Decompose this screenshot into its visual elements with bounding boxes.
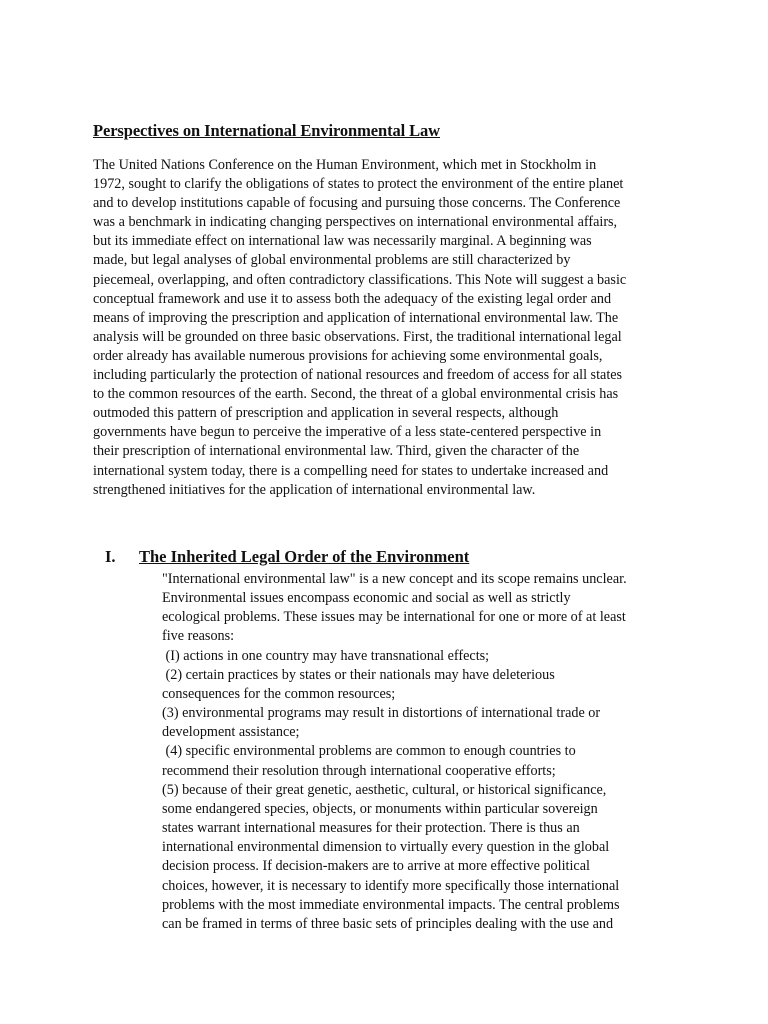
text-line: problems with the most immediate environmental impacts. The central problems [162,896,620,913]
text-line: choices, however, it is necessary to identify more specifically those international [162,877,620,894]
section-heading [105,547,469,567]
text-line: conceptual framework and use it to assess both the adequacy of the existing legal order and [93,290,612,307]
list-item: (4) specific environmental problems are common to enough countries to [162,743,576,760]
text-line: can be framed in terms of three basic sets of principles dealing with the use and [162,915,614,932]
text-line: some endangered species, objects, or monuments within particular sovereign [162,800,598,817]
text-line: governments have begun to perceive the imperative of a less state-centered perspective in [93,424,602,441]
text-line: decision process. If decision-makers are to arrive at more effective political [162,858,590,875]
text-line: to the common resources of the earth. Second, the threat of a global environmental crisis has [93,386,619,403]
text-line: strengthened initiatives for the application of international environmental law. [93,481,536,498]
list-item: (I) actions in one country may have transnational effects; [162,647,490,664]
text-line: consequences for the common resources; [162,685,396,702]
text-line: states warrant international measures for their protection. There is thus an [162,820,580,837]
list-item: (2) certain practices by states or their nationals may have deleterious [162,666,555,683]
intro-paragraph [93,156,683,500]
text-line: international system today, there is a compelling need for states to undertake increased and [93,462,609,479]
text-line: five reasons: [162,628,235,645]
text-line: development assistance; [162,724,300,741]
text-line: their prescription of international environmental law. Third, given the character of the [93,443,580,460]
text-line: but its immediate effect on international law was necessarily marginal. A beginning was [93,233,592,250]
section-title: The Inherited Legal Order of the Environment [139,547,470,566]
text-line: Environmental issues encompass economic and social as well as strictly [162,590,571,607]
section-number: I. [105,547,116,566]
text-line: and to develop institutions capable of focusing and pursuing those concerns. The Conference [93,195,621,212]
text-line: means of improving the prescription and application of international environmental law. The [93,309,619,326]
text-line: recommend their resolution through international cooperative efforts; [162,762,556,779]
text-line: analysis will be grounded on three basic observations. First, the traditional international legal [93,328,622,345]
list-item: (5) because of their great genetic, aesthetic, cultural, or historical significance, [162,781,607,798]
section-body [162,570,682,934]
text-line: The United Nations Conference on the Human Environment, which met in Stockholm in [93,157,597,173]
text-line: was a benchmark in indicating changing perspectives on international environmental affairs, [93,214,618,231]
text-line: ecological problems. These issues may be international for one or more of at least [162,609,626,626]
text-line: including particularly the protection of national resources and freedom of access for all states [93,367,623,384]
list-item: (3) environmental programs may result in distortions of international trade or [162,705,601,722]
text-line: "International environmental law" is a new concept and its scope remains unclear. [162,571,627,587]
text-line: piecemeal, overlapping, and often contradictory classifications. This Note will suggest a basic [93,271,627,288]
text-line: made, but legal analyses of global environmental problems are still characterized by [93,252,571,269]
document-title: Perspectives on International Environmental Law [93,121,440,140]
text-line: international environmental dimension to virtually every question in the global [162,839,610,856]
text-line: 1972, sought to clarify the obligations of states to protect the environment of the entire planet [93,176,624,193]
text-line: order already has available numerous provisions for achieving some environmental goals, [93,347,603,364]
text-line: outmoded this pattern of prescription and application in several respects, although [93,405,559,422]
